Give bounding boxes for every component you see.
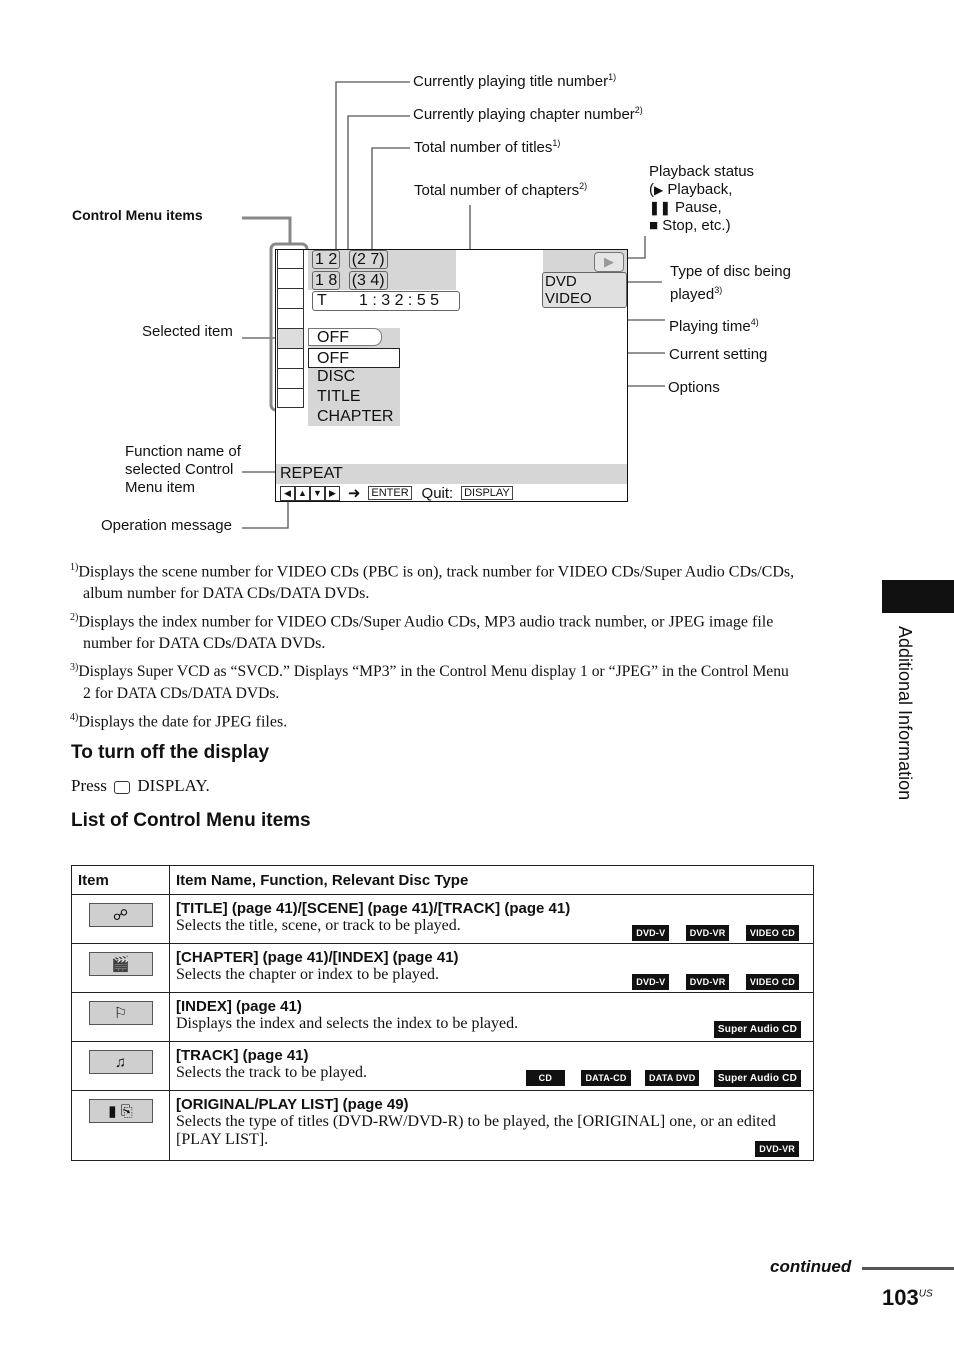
heading-turn-off-display: To turn off the display	[71, 742, 270, 763]
column-header-details: Item Name, Function, Relevant Disc Type	[170, 866, 814, 895]
label-function-name: Function name of selected Control Menu item	[125, 443, 241, 496]
label-operation-message: Operation message	[101, 517, 232, 534]
label-playing-time: Playing time$^{4)}$	[669, 317, 759, 335]
continued-label: continued	[770, 1257, 852, 1276]
table-row: ▮ ⎘ [ORIGINAL/PLAY LIST] (page 49) Selects the type of titles (DVD-RW/DVD-R) to be played, the [ORIGINAL] one, or an edited [PLAY LIST]. DVD-VR	[72, 1091, 814, 1161]
option-selected: OFF	[308, 348, 400, 368]
arrow-up-icon: ▲	[295, 486, 310, 501]
control-menu-screen	[275, 249, 628, 502]
table-row: ♫ [TRACK] (page 41) Selects the track to be played. CD DATA-CD DATA DVD Super Audio CD	[72, 1042, 814, 1091]
chapter-counter: 1 8 (3 4)	[312, 272, 388, 290]
title-icon: ☍	[89, 903, 153, 927]
disc-badge: DVD-V	[632, 925, 669, 941]
arrow-left-icon: ◀	[280, 486, 295, 501]
heading-control-menu-list: List of Control Menu items	[71, 810, 311, 831]
display-key: DISPLAY	[461, 486, 513, 500]
table-row: ⚐ [INDEX] (page 41) Displays the index and selects the index to be played. Super Audio CD	[72, 993, 814, 1042]
disc-type-display: DVD VIDEO	[542, 272, 627, 308]
display-button-icon	[114, 781, 130, 794]
disc-badge: DVD-VR	[686, 925, 730, 941]
label-control-menu-items: Control Menu items	[72, 207, 203, 223]
disc-badge: DVD-VR	[755, 1141, 799, 1157]
continued-rule	[862, 1267, 954, 1270]
table-header-row	[72, 866, 814, 895]
chapter-icon: 🎬	[89, 952, 153, 976]
disc-badge: DVD-VR	[686, 974, 730, 990]
label-options: Options	[668, 379, 720, 396]
arrow-right-icon: ▶	[325, 486, 340, 501]
current-setting-display: OFF	[308, 328, 382, 346]
footnote: $^{2)}$Displays the index number for VIDEO CDs/Super Audio CDs, MP3 audio track number, or JPEG image file number for DATA CDs/DATA DVDs.	[70, 612, 774, 653]
press-display-instruction: Press DISPLAY.	[71, 776, 210, 795]
column-header-item: Item	[72, 866, 170, 895]
footnote: $^{4)}$Displays the date for JPEG files.	[70, 712, 288, 731]
label-chapter-number: Currently playing chapter number$^{2)}$	[413, 105, 643, 123]
label-playback-status: Playback status (▶ Playback, ❚❚ Pause, ■ Stop, etc.)	[649, 163, 755, 234]
track-icon: ♫	[89, 1050, 153, 1074]
label-total-titles: Total number of titles$^{1)}$	[414, 138, 561, 156]
operation-message-bar: ◀ ▲ ▼ ▶ ➜ ENTER Quit: DISPLAY	[280, 484, 625, 502]
disc-badge: DATA-CD	[581, 1070, 630, 1086]
index-icon: ⚐	[89, 1001, 153, 1025]
arrow-down-icon: ▼	[310, 486, 325, 501]
label-selected-item: Selected item	[142, 323, 233, 340]
title-counter: 1 2 (2 7)	[312, 251, 388, 269]
play-status-icon: ▶	[594, 252, 624, 272]
option-item: DISC	[317, 368, 356, 385]
page-number: $103^{US}$	[882, 1285, 933, 1310]
disc-badge: VIDEO CD	[746, 925, 799, 941]
menu-icon-column	[276, 250, 305, 408]
label-disc-type: Type of disc being played$^{3)}$	[670, 263, 791, 303]
section-tab	[882, 580, 954, 613]
disc-badge: CD	[526, 1070, 565, 1086]
label-title-number: Currently playing title number$^{1)}$	[413, 72, 617, 90]
disc-badge: DATA DVD	[645, 1070, 699, 1086]
control-menu-table	[71, 865, 814, 1161]
arrow-icon: ➜	[347, 485, 361, 503]
disc-badge: Super Audio CD	[714, 1070, 801, 1087]
disc-badge: DVD-V	[632, 974, 669, 990]
option-item: CHAPTER	[317, 408, 394, 425]
disc-badge: VIDEO CD	[746, 974, 799, 990]
table-row: 🎬 [CHAPTER] (page 41)/[INDEX] (page 41) Selects the chapter or index to be played. DVD-V DVD-VR VIDEO CD	[72, 944, 814, 993]
disc-badge: Super Audio CD	[714, 1021, 801, 1038]
footnote: $^{1)}$Displays the scene number for VIDEO CDs (PBC is on), track number for VIDEO CDs/Super Audio CDs/CDs, album number for DATA CDs/DATA DVDs.	[70, 562, 795, 603]
label-current-setting: Current setting	[669, 346, 768, 363]
function-name-bar: REPEAT	[276, 464, 627, 484]
original-playlist-icon: ▮ ⎘	[89, 1099, 153, 1123]
footnote: $^{3)}$Displays Super VCD as “SVCD.” Displays “MP3” in the Control Menu display 1 or “JPEG” in the Control Menu 2 for DATA CDs/DATA DVDs.	[70, 662, 789, 703]
label-total-chapters: Total number of chapters$^{2)}$	[414, 181, 588, 199]
option-item: TITLE	[317, 388, 361, 405]
playing-time-display: T 1 : 3 2 : 5 5	[312, 291, 460, 311]
table-row: ☍ [TITLE] (page 41)/[SCENE] (page 41)/[TRACK] (page 41) Selects the title, scene, or track to be played. DVD-V DVD-VR VIDEO CD	[72, 895, 814, 944]
section-sidebar-label: Additional Information	[895, 626, 915, 801]
enter-key: ENTER	[368, 486, 411, 500]
